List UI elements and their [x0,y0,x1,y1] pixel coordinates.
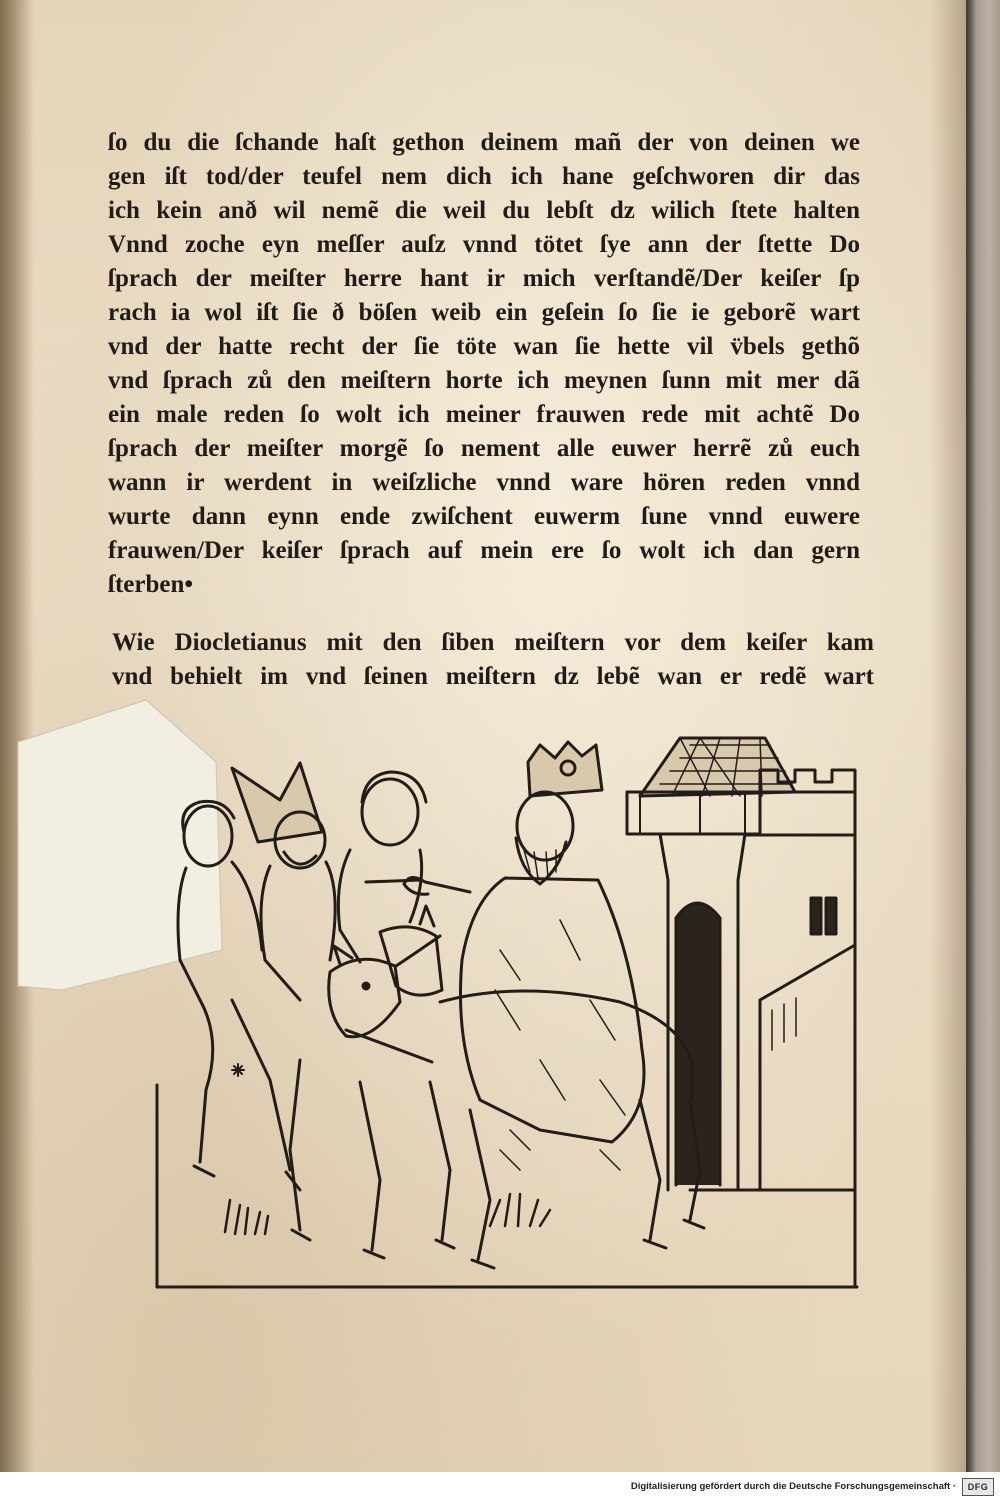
body-text [108,126,860,602]
heading-line: Wie Diocletianus mit den ſiben meiſtern vor dem keiſer kam [112,629,874,656]
text-line: vnd der hatte recht der ſie töte wan ſie hette vil v̈bels gethõ [108,333,860,360]
dfg-logo: DFG [962,1478,994,1496]
text-line: ich kein anð wil nemẽ die weil du lebſt dz wilich ſtete halten [108,197,860,224]
chapter-heading [112,626,874,694]
heading-line: vnd behielt im vnd ſeinen meiſtern dz lebẽ wan er redẽ wart [112,663,874,690]
text-line: wann ir werdent in weiſzliche vnnd ware hören reden vnnd [108,469,860,496]
text-line: frauwen/Der keiſer ſprach auf mein ere ſo wolt ich dan gern [108,537,860,564]
text-line: ſterben• [108,571,194,598]
text-line: ſprach der meiſter herre hant ir mich verſtandẽ/Der keiſer ſp [108,265,860,292]
crown-icon [528,742,602,796]
rider-bishop [232,763,335,1000]
text-line: ein male reden ſo wolt ich meiner frauwen rede mit achtẽ Do [108,401,860,428]
text-line: Vnnd zoche eyn meſſer auſz vnnd tötet ſye ann der ſtette Do [108,231,860,258]
castle [627,738,855,1190]
grass-tufts [225,1194,550,1234]
paper-slip [18,700,222,990]
king-figure [404,742,644,1142]
text-line: gen iſt tod/der teufel nem dich ich hane geſchworen dir das [108,163,860,190]
text-line: vnd ſprach zů den meiſtern horte ich meynen ſunn mit mer dã [108,367,860,394]
woodcut-illustration [157,738,857,1287]
text-line: wurte dann eynn ende zwiſchent euwerm ſune vnnd euwere [108,503,860,530]
rider-youth [338,772,426,962]
right-building [760,792,855,835]
footer-bar [0,1472,1000,1501]
horse-left [232,936,454,1258]
text-line: rach ia wol iſt ſie ð böſen weib ein geſein ſo ſie ie geborẽ wart [108,299,860,326]
horse-king [440,991,704,1268]
window-right [826,898,836,934]
text-line: ſprach der meiſter morgẽ ſo nement alle euwer herrẽ zů euch [108,435,860,462]
tower-battlement [627,792,760,834]
funding-credit: Digitalisierung gefördert durch die Deutsche Forschungsgemeinschaft · [630,1481,956,1492]
text-line: ſo du die ſchande haſt gethon deinem mañ der von deinen we [108,129,860,156]
window-left [811,898,821,934]
star-mark [232,1064,244,1076]
lower-building-roof [760,945,855,1190]
